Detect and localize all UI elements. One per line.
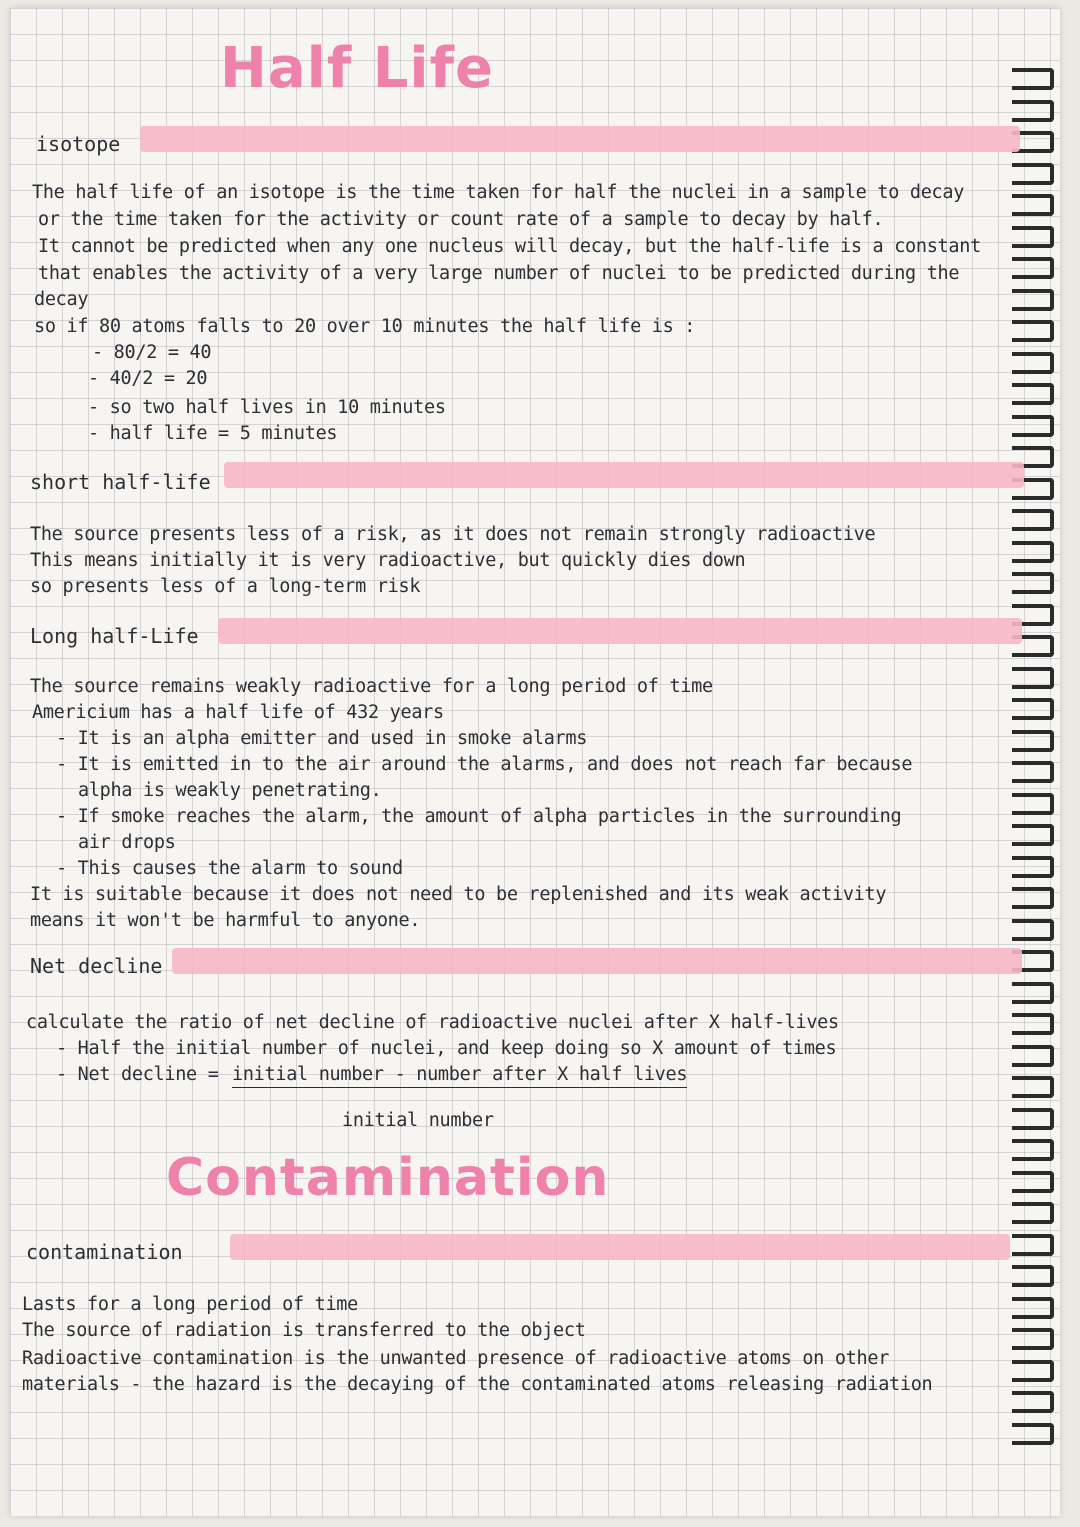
binding-ring <box>1012 257 1054 279</box>
spiral-binding <box>1008 68 1060 1468</box>
binding-ring <box>1012 100 1054 122</box>
text-line: air drops <box>78 832 176 853</box>
text-line: - 40/2 = 20 <box>88 368 208 389</box>
text-line: - It is emitted in to the air around the alarms, and does not reach far because <box>56 754 913 775</box>
fraction-denominator: initial number <box>342 1110 494 1131</box>
section-heading-contamination: contamination <box>26 1240 183 1264</box>
binding-ring <box>1012 1045 1054 1067</box>
binding-ring <box>1012 1202 1054 1224</box>
text-line: or the time taken for the activity or count rate of a sample to decay by half. <box>38 209 884 230</box>
binding-ring <box>1012 887 1054 909</box>
text-line: decay <box>34 289 89 310</box>
binding-ring <box>1012 793 1054 815</box>
binding-ring <box>1012 320 1054 342</box>
binding-ring <box>1012 163 1054 185</box>
binding-ring <box>1012 572 1054 594</box>
binding-ring <box>1012 1234 1054 1256</box>
binding-ring <box>1012 1391 1054 1413</box>
text-line: - This causes the alarm to sound <box>56 858 403 879</box>
text-line: The source remains weakly radioactive for a long period of time <box>30 676 713 697</box>
text-line: - 80/2 = 40 <box>92 342 212 363</box>
binding-ring <box>1012 1139 1054 1161</box>
binding-ring <box>1012 541 1054 563</box>
binding-ring <box>1012 1423 1054 1445</box>
heading-highlight <box>224 462 1024 488</box>
text-line: alpha is weakly penetrating. <box>78 780 382 801</box>
binding-ring <box>1012 509 1054 531</box>
text-line: The source of radiation is transferred to the object <box>22 1320 586 1341</box>
binding-ring <box>1012 415 1054 437</box>
binding-ring <box>1012 1360 1054 1382</box>
text-line: - half life = 5 minutes <box>88 423 338 444</box>
text-line: - Net decline = <box>56 1064 219 1085</box>
binding-ring <box>1012 919 1054 941</box>
text-line: - Half the initial number of nuclei, and keep doing so X amount of times <box>56 1038 837 1059</box>
heading-highlight <box>218 618 1022 644</box>
text-line: Radioactive contamination is the unwanted presence of radioactive atoms on other <box>22 1348 890 1369</box>
binding-ring <box>1012 352 1054 374</box>
section-heading-isotope: isotope <box>36 132 121 156</box>
heading-highlight <box>172 948 1022 974</box>
text-line: calculate the ratio of net decline of radioactive nuclei after X half-lives <box>26 1012 839 1033</box>
page-title: Half Life <box>220 36 494 101</box>
section-heading-long-half-life: Long half-Life <box>30 624 199 648</box>
binding-ring <box>1012 194 1054 216</box>
heading-highlight <box>230 1234 1010 1260</box>
text-line: It is suitable because it does not need to be replenished and its weak activity <box>30 884 887 905</box>
text-line: - If smoke reaches the alarm, the amount of alpha particles in the surrounding <box>56 806 902 827</box>
notebook-page <box>10 8 1060 1516</box>
text-line: - so two half lives in 10 minutes <box>88 397 446 418</box>
text-line: It cannot be predicted when any one nucleus will decay, but the half-life is a constant <box>38 236 981 257</box>
text-line: The source presents less of a risk, as it does not remain strongly radioactive <box>30 524 876 545</box>
binding-ring <box>1012 982 1054 1004</box>
binding-ring <box>1012 68 1054 90</box>
binding-ring <box>1012 856 1054 878</box>
text-line: so presents less of a long-term risk <box>30 576 421 597</box>
binding-ring <box>1012 1265 1054 1287</box>
binding-ring <box>1012 226 1054 248</box>
section-heading-short-half-life: short half-life <box>30 470 211 494</box>
binding-ring <box>1012 1328 1054 1350</box>
text-line: that enables the activity of a very large number of nuclei to be predicted during the <box>38 263 960 284</box>
text-line: This means initially it is very radioactive, but quickly dies down <box>30 550 746 571</box>
text-line: Lasts for a long period of time <box>22 1294 358 1315</box>
contamination-title: Contamination <box>166 1148 610 1208</box>
binding-ring <box>1012 289 1054 311</box>
text-line: means it won't be harmful to anyone. <box>30 910 421 931</box>
binding-ring <box>1012 1297 1054 1319</box>
text-line: Americium has a half life of 432 years <box>32 702 444 723</box>
binding-ring <box>1012 698 1054 720</box>
fraction-numerator: initial number - number after X half lives <box>232 1064 687 1088</box>
binding-ring <box>1012 1171 1054 1193</box>
binding-ring <box>1012 667 1054 689</box>
binding-ring <box>1012 383 1054 405</box>
binding-ring <box>1012 730 1054 752</box>
binding-ring <box>1012 761 1054 783</box>
binding-ring <box>1012 1108 1054 1130</box>
section-heading-net-decline: Net decline <box>30 954 163 978</box>
binding-ring <box>1012 1013 1054 1035</box>
text-line: so if 80 atoms falls to 20 over 10 minutes the half life is : <box>34 316 696 337</box>
text-line: - It is an alpha emitter and used in smoke alarms <box>56 728 588 749</box>
binding-ring <box>1012 824 1054 846</box>
text-line: materials - the hazard is the decaying of the contaminated atoms releasing radiation <box>22 1374 933 1395</box>
binding-ring <box>1012 1076 1054 1098</box>
text-line: The half life of an isotope is the time taken for half the nuclei in a sample to decay <box>32 182 965 203</box>
heading-highlight <box>140 126 1020 152</box>
